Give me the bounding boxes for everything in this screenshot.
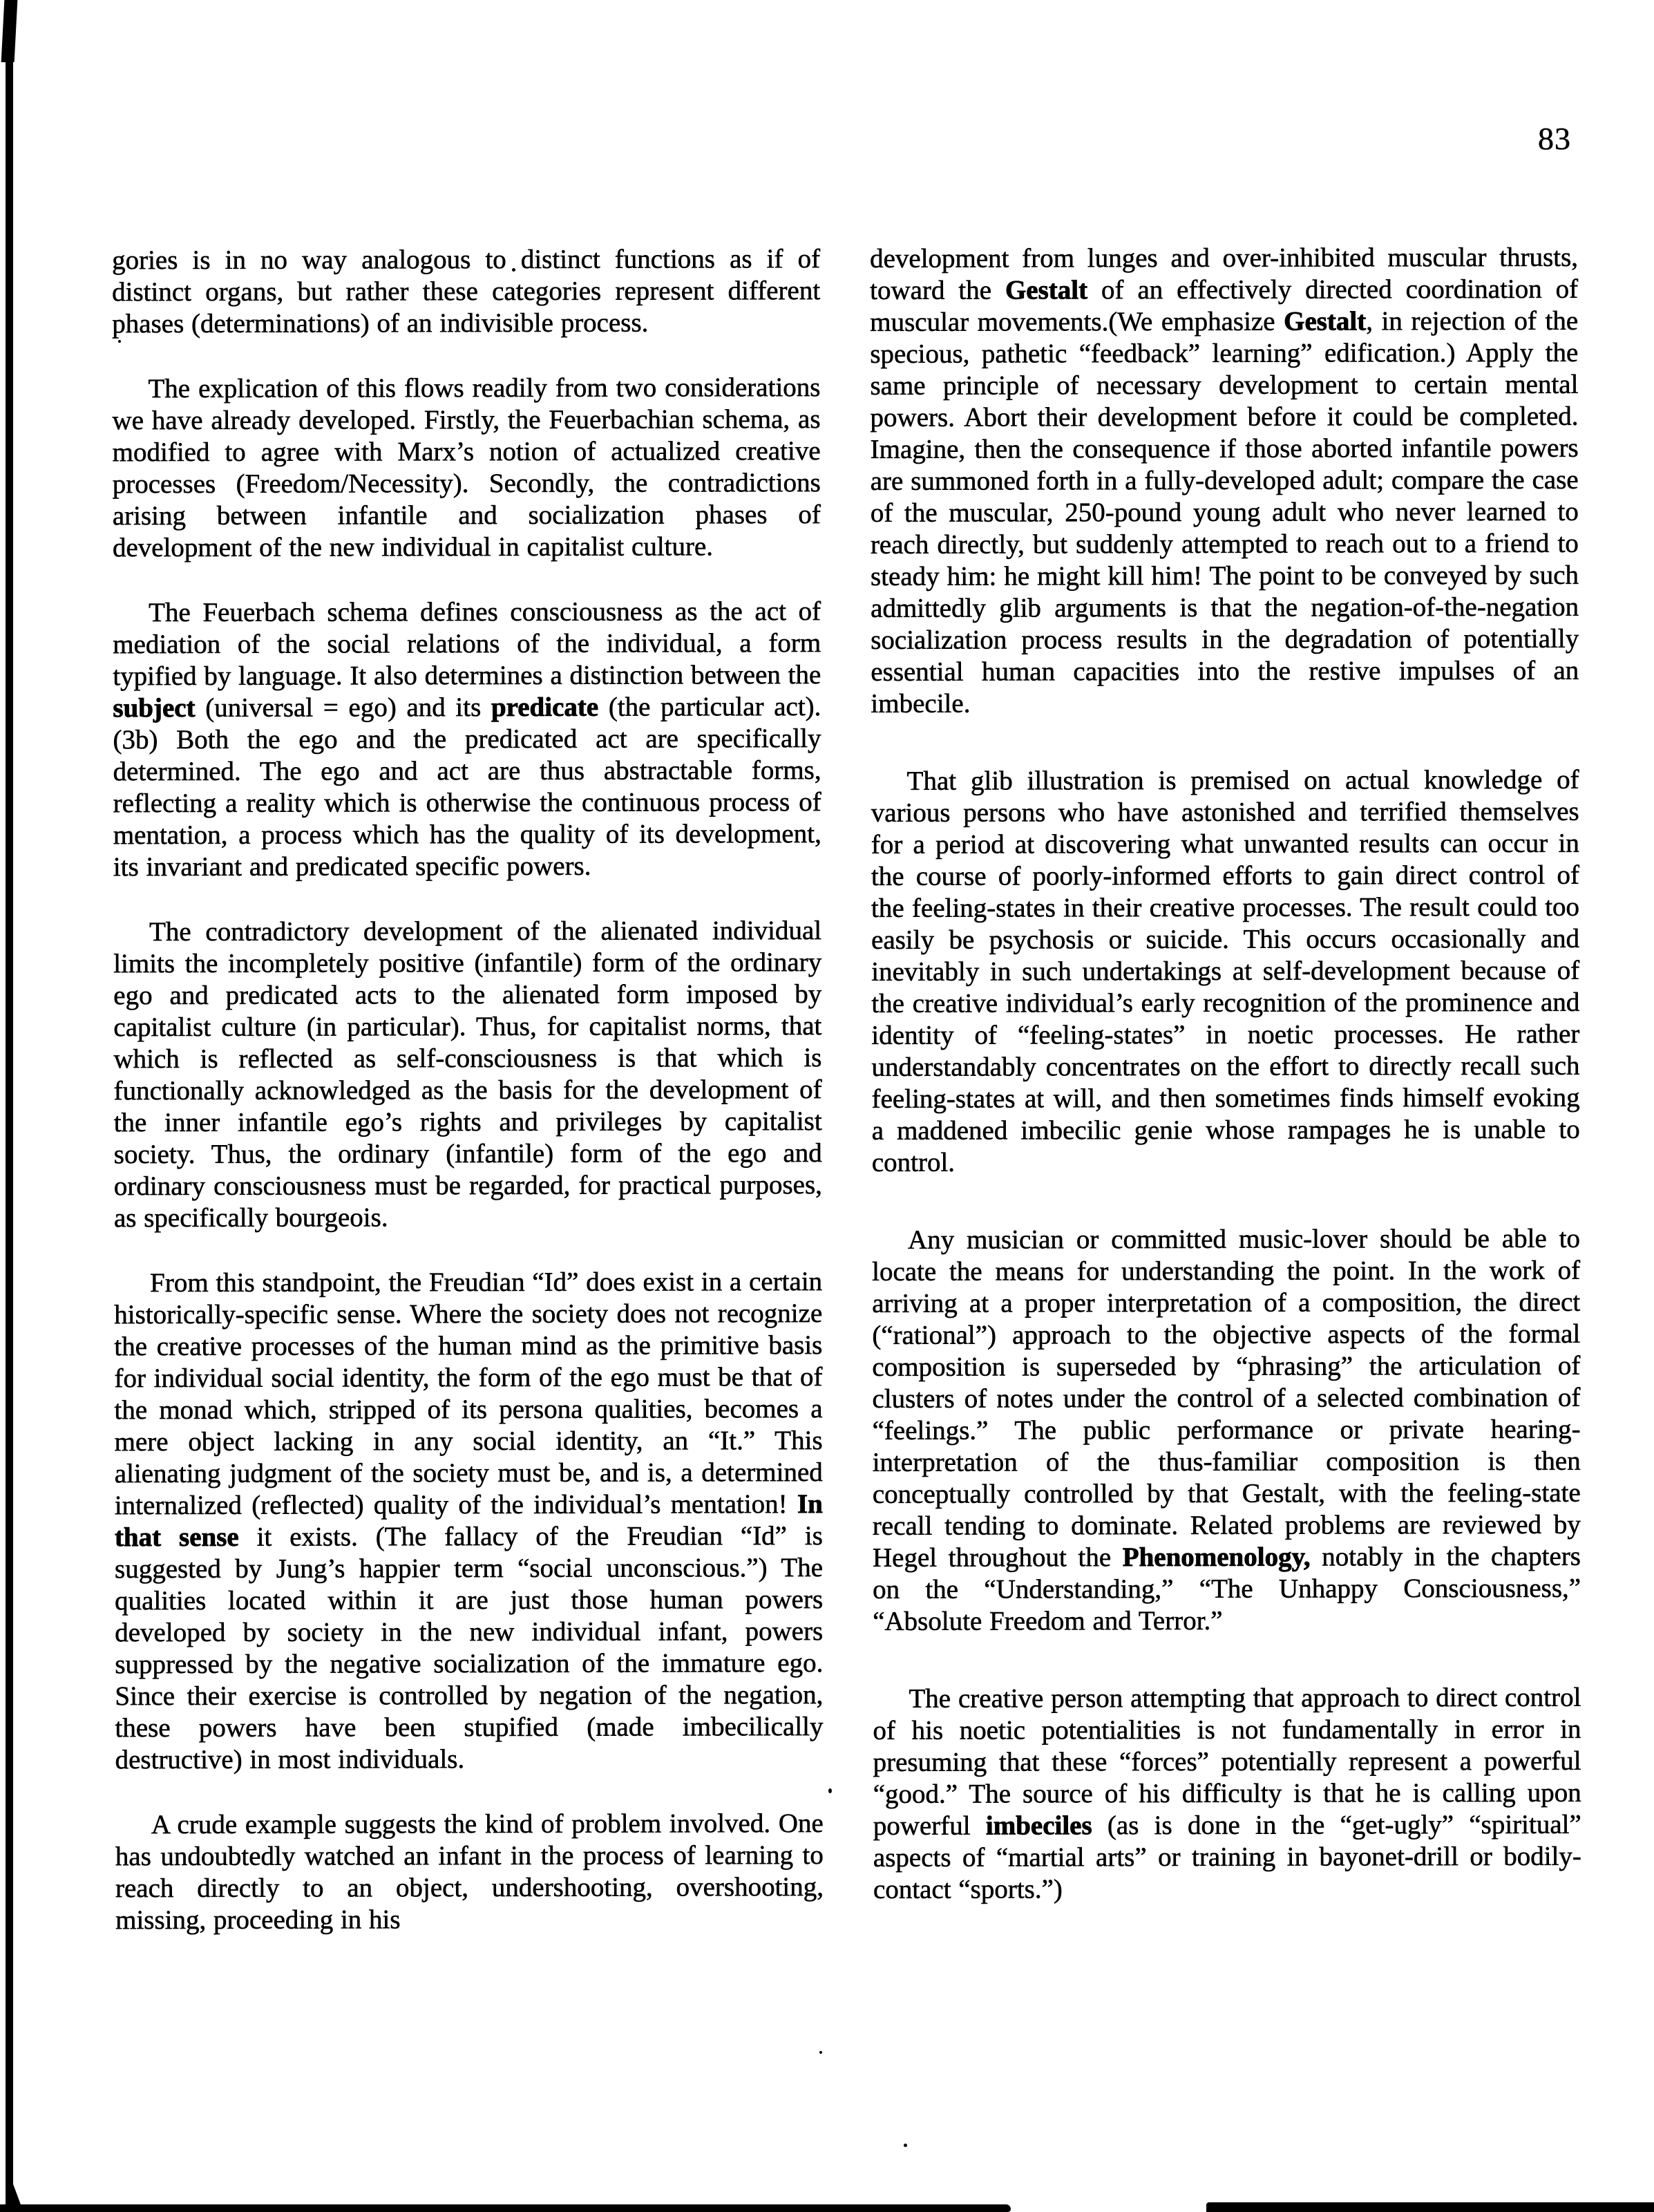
paragraph: development from lunges and over-inhibited muscular thrusts, toward the Gestalt of an effectively directed coordination of muscular movements.(We emphasize Gestalt, in rejection of the specious, pathetic “feedback” learning” edification.) Apply the same principle of necessary development to certain mental powers. Abort their development before it could be completed. Imagine, then the consequence if those aborted infantile powers are summoned forth in a fully-developed adult; compare the case of the muscular, 250-pound young adult who never learned to reach directly, but suddenly attempted to reach out to a friend to steady him: he might kill him! The point to be conveyed by such admittedly glib arguments is that the negation-of-the-negation socialization process results in the degradation of potentially essential human capacities into the restive impulses of an imbecile. bbox=[870, 242, 1579, 719]
right-column bbox=[870, 242, 1581, 1935]
paragraph: gories is in no way analogous to distinct functions as if of distinct organs, but rather these categories represent different phases (determinations) of an indivisible process. bbox=[112, 244, 821, 339]
paragraph: That glib illustration is premised on actual knowledge of various persons who have astonished and terrified themselves for a period at discovering what unwanted results can occur in the course of poorly-informed efforts to gain direct control of the feeling-states in their creative processes. The result could too easily be psychosis or suicide. This occurs occasionally and inevitably in such undertakings at self-development because of the creative individual’s early recognition of the prominence and identity of “feeling-states” in noetic processes. He rather understandably concentrates on the effort to directly recall such feeling-states at will, and then sometimes finds himself evoking a maddened imbecilic genie whose rampages he is unable to control. bbox=[871, 764, 1580, 1178]
scan-speck bbox=[819, 2051, 822, 2054]
paragraph: The creative person attempting that approach to direct control of his noetic potentialities is not fundamentally in error in presuming that these “forces” potentially represent a powerful “good.” The source of his difficulty is that he is calling upon powerful imbeciles (as is done in the “get-ugly” “spiritual” aspects of “martial arts” or training in bayonet-drill or bodily-contact “sports.”) bbox=[873, 1682, 1581, 1904]
page-number: 83 bbox=[1538, 121, 1571, 156]
paragraph: The contradictory development of the alienated individual limits the incompletely positive (infantile) form of the ordinary ego and predicated acts to the alienated form imposed by capitalist culture (in particular). Thus, for capitalist norms, that which is reflected as self-consciousness is that which is functionally acknowledged as the basis for the development of the inner infantile ego’s rights and privileges by capitalist society. Thus, the ordinary (infantile) form of the ego and ordinary consciousness must be regarded, for practical purposes, as specifically bourgeois. bbox=[113, 916, 822, 1233]
paragraph: From this standpoint, the Freudian “Id” does exist in a certain historically-specific sense. Where the society does not recognize the creative processes of the human mind as the primitive basis for individual social identity, the form of the ego must be that of the monad which, stripped of its persona qualities, becomes a mere object lacking in any social identity, an “It.” This alienating judgment of the society must be, and is, a determined internalized (reflected) quality of the individual’s mentation! In that sense it exists. (The fallacy of the Freudian “Id” is suggested by Jung’s happier term “social unconscious.”) The qualities located within it are just those human powers developed by society in the new individual infant, powers suppressed by the negative socialization of the immature ego. Since their exercise is controlled by negation of the negation, these powers have been stupified (made imbecilically destructive) in most individuals. bbox=[114, 1267, 824, 1775]
paragraph: The Feuerbach schema defines consciousness as the act of mediation of the social relations of the individual, a form typified by language. It also determines a distinction between the subject (universal = ego) and its predicate (the particular act).(3b) Both the ego and the predicated act are specifically determined. The ego and act are thus abstractable forms, reflecting a reality which is otherwise the continuous process of mentation, a process which has the quality of its development, its invariant and predicated specific powers. bbox=[113, 596, 821, 882]
scan-artifact-bottom-bar-right bbox=[1206, 2202, 1654, 2212]
paragraph: A crude example suggests the kind of problem involved. One has undoubtedly watched an infant in the process of learning to reach directly to an object, undershooting, overshooting, missing, proceeding in his bbox=[115, 1808, 824, 1936]
paragraph: The explication of this flows readily from two considerations we have already developed. Firstly, the Feuerbachian schema, as modified to agree with Marx’s notion of actualized creative processes (Freedom/Necessity). Secondly, the contradictions arising between infantile and socialization phases of development of the new individual in capitalist culture. bbox=[112, 372, 821, 563]
scan-artifact-left-edge-top bbox=[1, 0, 18, 62]
paragraph: Any musician or committed music-lover should be able to locate the means for understanding the point. In the work of arriving at a proper interpretation of a composition, the direct (“rational”) approach to the objective aspects of the formal composition is superseded by “phrasing” the articulation of clusters of notes under the control of a selected combination of “feelings.” The public performance or private hearing-interpretation of the thus-familiar composition is then conceptually controlled by that Gestalt, with the feeling-state recall tending to dominate. Related problems are reviewed by Hegel throughout the Phenomenology, notably in the chapters on the “Understanding,” “The Unhappy Consciousness,” “Absolute Freedom and Terror.” bbox=[872, 1223, 1581, 1636]
scan-artifact-left-edge bbox=[6, 0, 13, 2212]
text-columns bbox=[112, 242, 1581, 1936]
scan-artifact-bottom-bar-left bbox=[0, 2204, 1011, 2212]
scan-speck bbox=[904, 2144, 907, 2147]
left-column bbox=[112, 243, 824, 1936]
